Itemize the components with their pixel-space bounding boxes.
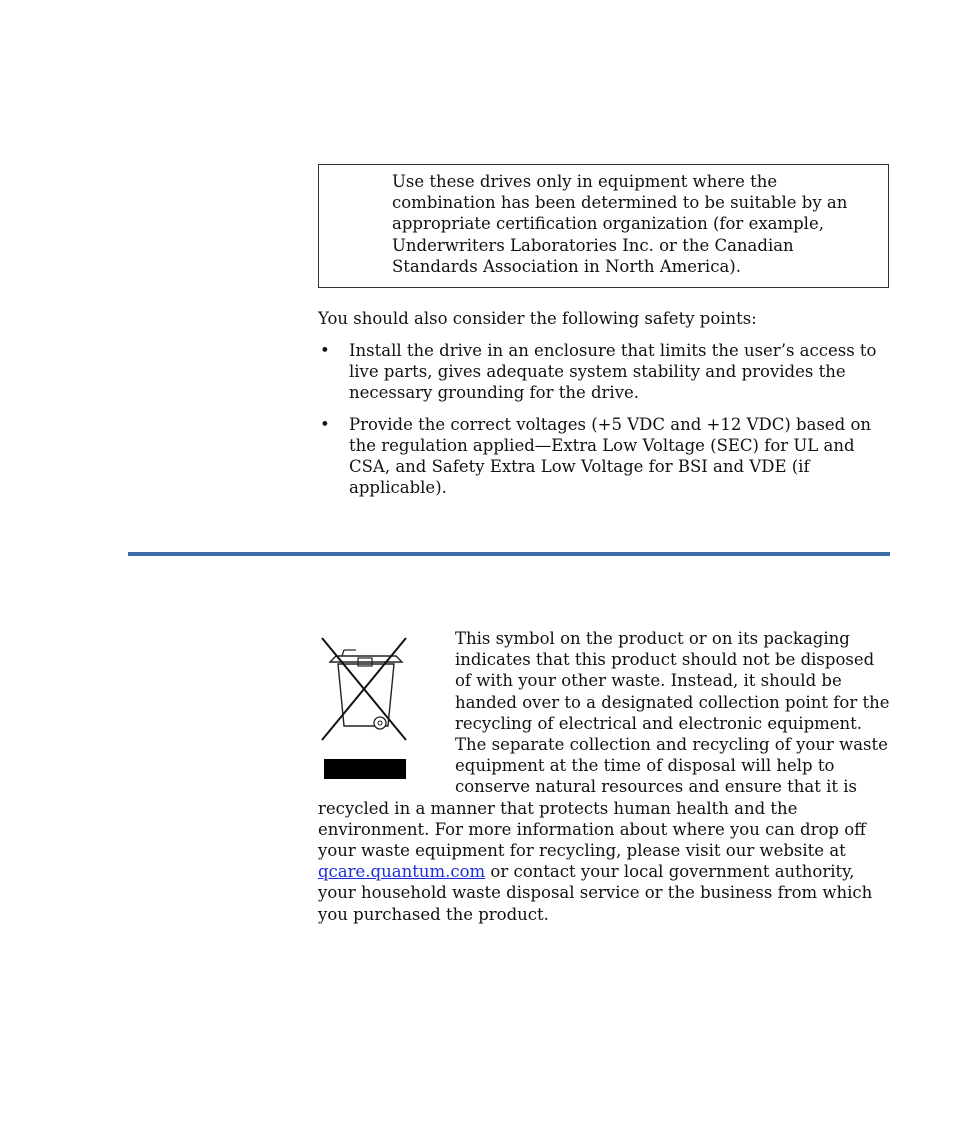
section-divider <box>128 552 890 556</box>
list-item <box>318 414 878 499</box>
weee-text-after-link: or contact your local government authority, your household waste disposal service or the business from which you purchased the product. <box>318 862 873 924</box>
weee-section <box>318 628 890 925</box>
weee-text-before-link: This symbol on the product or on its packaging indicates that this product should not be disposed of with your other waste. Instead, it should be handed over to a designated collection point for the recycling of electrical and electronic equipment. The separate collection and recycling of your waste equipment at the time of disposal will help to conserve natural resources and ensure that it is recycled in a manner that protects human health and the environment. For more information about where you can drop off your waste equipment for recycling, please visit our website at <box>318 629 890 861</box>
bullet-icon: • <box>320 341 330 360</box>
notice-text: Use these drives only in equipment where the combination has been determined to be suitable by an appropriate certification organization (for example, Underwriters Laboratories Inc. or the Canadian Standards Association in North America). <box>392 172 848 276</box>
notice-box <box>318 164 889 288</box>
bullet-icon: • <box>320 414 330 434</box>
safety-intro: You should also consider the following safety points: <box>318 309 757 328</box>
safety-point-text: Provide the correct voltages (+5 VDC and +12 VDC) based on the regulation applied—Extra Low Voltage (SEC) for UL and CSA, and Safety Extra Low Voltage for BSI and VDE (if applicable). <box>349 414 872 498</box>
safety-point-text: Install the drive in an enclosure that limits the user’s access to live parts, gives adequate system stability and provides the necessary grounding for the drive. <box>349 341 877 403</box>
qcare-link[interactable]: qcare.quantum.com <box>318 862 486 882</box>
list-item <box>318 340 878 404</box>
safety-points-list <box>318 340 878 508</box>
